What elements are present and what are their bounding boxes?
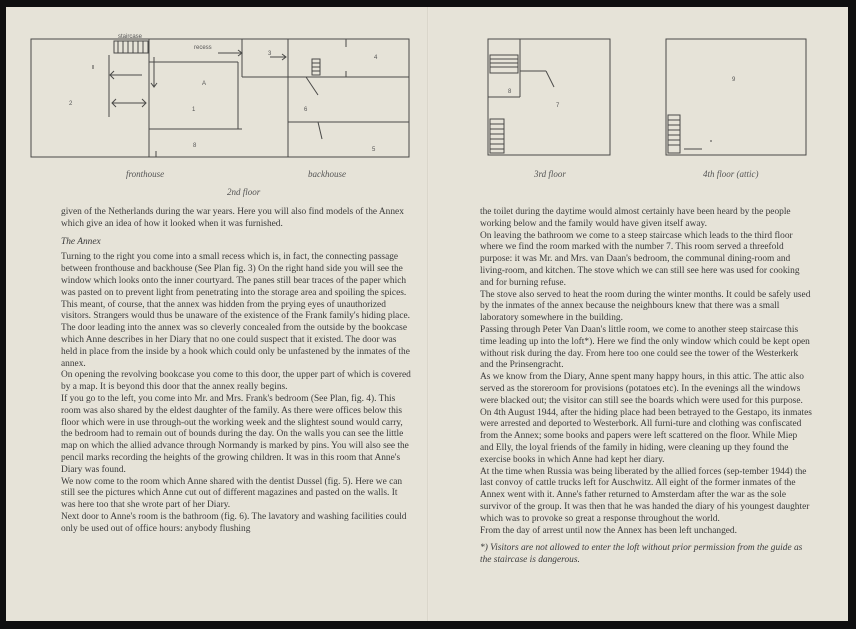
paragraph: On leaving the bathroom we come to a steep staircase which leads to the third floor where we find the room marked with the number 7. This room served a threefold purpose: it was Mr. and Mrs. van Daan's bedroom, the communal dining-room and living-room, and kitchen. The stove which we can still see here was used for cooking and for burning refuse. [480,230,800,288]
section-heading: The Annex [61,236,101,247]
svg-text:5: 5 [372,147,376,153]
caption-4th-floor: 4th floor (attic) [703,169,759,179]
plan-2nd-floor [31,34,409,157]
paragraph: given of the Netherlands during the war years. Here you will also find models of the Annex which give an idea of how it looked when it was furnished. [61,207,404,229]
caption-backhouse: backhouse [308,169,346,179]
svg-text:1: 1 [192,107,196,113]
footnote: *) Visitors are not allowed to enter the loft without prior permission from the guide as the staircase is dangerous. [480,543,803,566]
svg-text:2: 2 [69,101,73,107]
paragraph: The door leading into the annex was so cleverly concealed from the outside by the bookcase which Anne describes in her Diary that no one could suspect that it existed. The door was held in place from the inside by a hook which could only be unfastened by the inmates of the annex. [61,323,410,369]
svg-text:recess: recess [194,45,212,51]
svg-text:A: A [202,81,207,87]
left-text-column [61,207,411,536]
paragraph: As we know from the Diary, Anne spent many happy hours, in this attic. The attic also served as the storeroom for provisions (potatoes etc). In the evenings all the windows were blacked out; the visitor can still see the boards which were used for this purpose. [480,372,804,406]
svg-text:6: 6 [304,107,308,113]
svg-text:8: 8 [193,143,197,149]
plan-4th-floor [666,39,806,155]
caption-2nd-floor: 2nd floor [227,187,261,197]
svg-text:4: 4 [374,55,378,61]
paragraph: At the time when Russia was being liberated by the allied forces (sep-tember 1944) the last convoy of cattle trucks left for Auschwitz. All eight of the former inmates of the Annex went with it. Anne's father returned to Amsterdam after the war as the sole survivor of the group. It was then that he was handed the diary of his youngest daughter which was to provoke so great a response throughout the world. [480,466,810,524]
paragraph: If you go to the left, you come into Mr. and Mrs. Frank's bedroom (See Plan, fig. 4). This room was also shared by the eldest daughter of the family. As there were offices below this floor which were in use through-out the working week and the slightest sound would carry, the bedroom had to remain out of bounds during the day. On the walls you can see the little map on which the allied advance through Normandy is marked by pins. You will also see the pencil marks recording the heights of the growing children. It was in this room that Anne's Diary was found. [61,393,409,475]
paragraph: On opening the revolving bookcase you come to this door, the upper part of which is covered by a map. It is beyond this door that the annex really begins. [61,370,411,393]
paragraph: Next door to Anne's room is the bathroom (fig. 6). The lavatory and washing facilities could only be used out of office hours: anybody flushing [61,511,407,534]
caption-3rd-floor: 3rd floor [534,169,566,179]
plan-3rd-floor [488,39,610,155]
paragraph: The stove also served to heat the room during the winter months. It could be safely used by the inmates of the annex because the neighbours knew that there was a small laboratory somewhere in the building. [480,289,811,324]
svg-text:3: 3 [268,51,272,57]
paragraph: Turning to the right you come into a small recess which is, in fact, the connecting passage between fronthouse and backhouse (See Plan fig. 3) On the right hand side you will see the window which looks onto the inner courtyard. The panes still bear traces of the paper which was pasted on to prevent light from penetrating into the storage area and spoiling the spices. This meant, of course, that the annex was hidden from the prying eyes of unauthorized visitors. Strangers would thus be unaware of the existence of the Frank family's hiding place. [61,252,410,322]
svg-text:9: 9 [732,77,736,83]
caption-fronthouse: fronthouse [126,169,165,179]
right-text-column [480,207,812,567]
paragraph: We now come to the room which Anne shared with the dentist Dussel (fig. 5). Here we can still see the pictures which Anne cut out of different magazines and pasted on the walls. It was here too that she wrote part of her Diary. [61,476,403,511]
paragraph: From the day of arrest until now the Annex has been left unchanged. [480,525,737,536]
paragraph: the toilet during the daytime would almost certainly have been heard by the people working below and the family would have given itself away. [480,207,791,229]
svg-text:8: 8 [508,89,512,95]
svg-text:7: 7 [556,103,560,109]
booklet-spread [6,7,848,621]
paragraph: On 4th August 1944, after the hiding place had been betrayed to the Gestapo, its inmates were arrested and deported to Westerbork. All furni-ture and clothing was confiscated from the Annex; some books and papers were left scattered on the floor. While Miep and Elly, the loyal friends of the family in hiding, were cleaning up they found the exercise books in which Anne had kept her diary. [480,407,812,465]
paragraph: Passing through Peter Van Daan's little room, we come to another steep staircase this time leading up into the loft*). Here we find the only window which could be kept open without risk during the day. From here too one could see the tower of the Westerkerk and the Prinsengracht. [480,324,810,371]
svg-text:staircase: staircase [118,34,143,40]
